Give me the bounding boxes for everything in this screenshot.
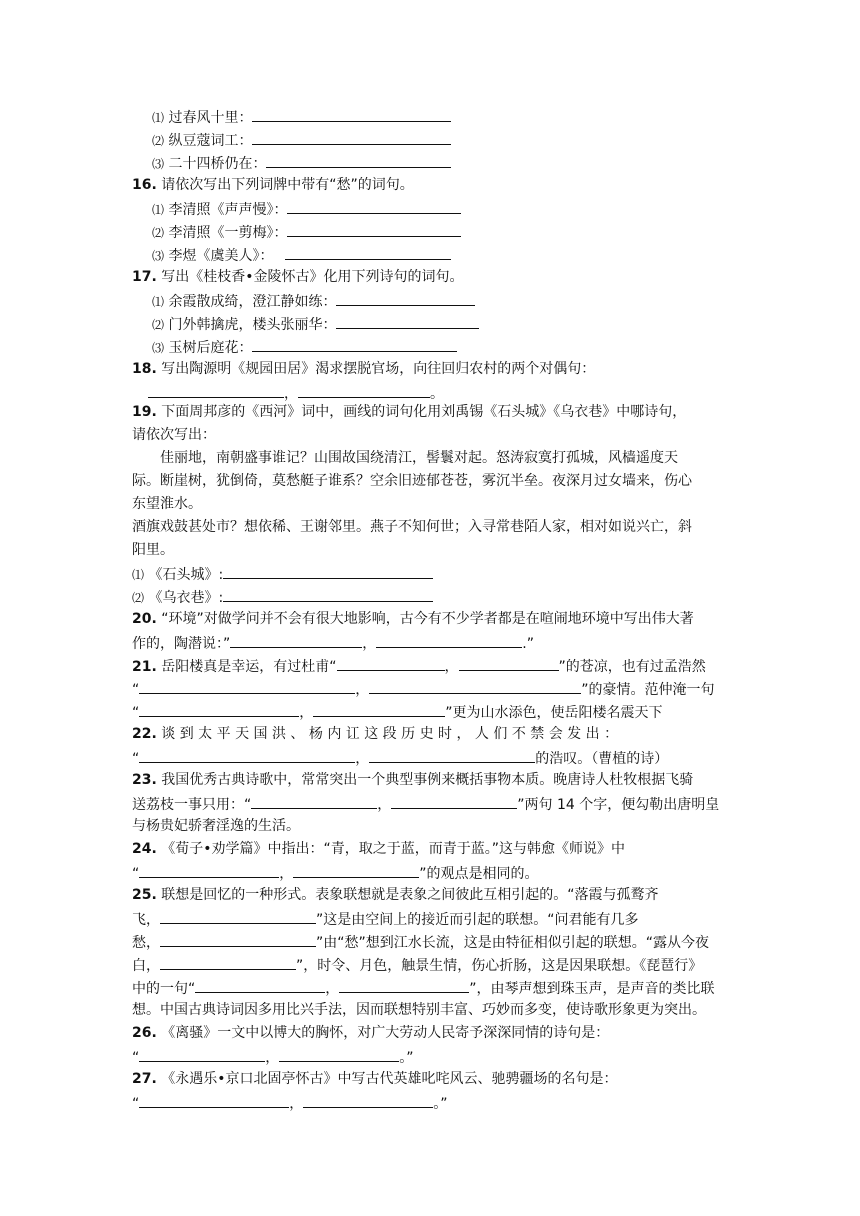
question-text: 《永遇乐•京口北固亭怀古》中写古代英雄叱咤风云、驰骋疆场的名句是： (161, 1071, 618, 1087)
item-text: 余霞散成绮，澄江静如练： (168, 294, 337, 310)
item-number: ⑵ (152, 318, 165, 332)
text: 。” (433, 1096, 448, 1112)
item-number: ⑶ (152, 157, 165, 171)
answer-blank[interactable] (279, 1046, 399, 1062)
q21-line-2 (132, 678, 715, 700)
question-number: 24. (132, 841, 157, 857)
text: 的浩叹。（曹植的诗） (535, 751, 669, 767)
answer-blank[interactable] (160, 931, 316, 947)
text: ”这是由空间上的接近而引起的联想。“问君能有几多 (316, 912, 639, 928)
question-text: 写出《桂枝香•金陵怀古》化用下列诗句的词句。 (161, 269, 464, 285)
question-text: 请依次写出下列词牌中带有“愁”的词句。 (161, 177, 414, 193)
question-number: 26. (132, 1025, 157, 1041)
answer-blank[interactable] (252, 336, 457, 352)
text: 中的一句“ (132, 981, 196, 997)
comma: ， (355, 682, 370, 698)
answer-blank[interactable] (285, 244, 451, 260)
q23-line-2 (132, 793, 719, 815)
q22-line-2 (132, 747, 668, 769)
question-number: 22. (132, 726, 157, 742)
answer-blank[interactable] (252, 106, 451, 122)
answer-blank[interactable] (369, 747, 535, 763)
item-text: 过春风十里： (168, 110, 253, 126)
q19-line-2: 请依次写出： (132, 427, 216, 443)
q17-item-1 (152, 290, 475, 312)
question-27 (132, 1069, 618, 1089)
item-text: 玉树后庭花： (168, 340, 253, 356)
answer-blank[interactable] (336, 290, 475, 306)
question-22 (132, 724, 618, 744)
q25-line-6: 想。中国古典诗词因多用比兴手法，因而联想特别丰富、巧妙而多变，使诗歌形象更为突出。 (132, 1002, 706, 1018)
item-text: 《乌衣巷》: (148, 590, 224, 606)
answer-blank[interactable] (139, 1046, 265, 1062)
text: 愁， (132, 935, 160, 951)
text: ”的苍凉，也有过孟浩然 (558, 659, 706, 675)
comma: ， (279, 866, 294, 882)
q27-line-2 (132, 1092, 448, 1114)
item-number: ⑶ (152, 341, 165, 355)
text: 飞， (132, 912, 160, 928)
question-text: 《离骚》一文中以博大的胸怀，对广大劳动人民寄予深深同情的诗句是： (161, 1025, 610, 1041)
item-text: 门外韩擒虎，楼头张丽华： (168, 317, 337, 333)
text: “ (132, 1096, 140, 1112)
q19-poem-line-5: 阳里。 (132, 542, 174, 558)
q16-item-1 (152, 198, 461, 220)
item-text: 李清照《声声慢》： (168, 202, 288, 218)
q16-item-3 (152, 244, 451, 266)
q17-item-3 (152, 336, 457, 358)
text: 。” (399, 1050, 414, 1066)
comma: ， (355, 751, 370, 767)
question-17 (132, 267, 464, 287)
item-text: 纵豆蔻词工： (168, 133, 253, 149)
answer-blank[interactable] (376, 632, 522, 648)
q15-item-2 (152, 129, 451, 151)
question-24 (132, 839, 625, 859)
answer-blank[interactable] (303, 1092, 433, 1108)
text: ”两句 14 个字，便勾勒出唐明皇 (517, 797, 720, 813)
answer-blank[interactable] (337, 655, 445, 671)
question-text: 写出陶源明《规园田居》渴求摆脱官场，向往回归农村的两个对偶句： (161, 361, 596, 377)
item-text: 李煜《虞美人》： (168, 248, 274, 264)
q19-poem-line-3: 东望淮水。 (132, 496, 202, 512)
q21-line-3 (132, 701, 663, 723)
answer-blank[interactable] (251, 793, 377, 809)
q25-line-5 (132, 977, 715, 999)
question-20 (132, 609, 694, 629)
question-26 (132, 1023, 609, 1043)
question-25 (132, 885, 659, 905)
text: ”更为山水添色，使岳阳楼名震天下 (445, 705, 663, 721)
period: 。 (430, 386, 444, 402)
text: 作的，陶潜说：” (132, 636, 231, 652)
comma: ， (362, 636, 377, 652)
answer-blank[interactable] (139, 678, 355, 694)
question-text: 《荀子•劝学篇》中指出：“青，取之于蓝，而青于蓝。”这与韩愈《师说》中 (161, 841, 626, 857)
text: “ (132, 866, 140, 882)
q15-item-3 (152, 152, 451, 174)
comma: ， (299, 705, 314, 721)
answer-blank[interactable] (266, 152, 451, 168)
item-text: 二十四桥仍在： (168, 156, 267, 172)
comma: ， (265, 1050, 280, 1066)
question-number: 20. (132, 611, 157, 627)
q19-poem-line-4: 酒旗戏鼓甚处市？想依稀、王谢邻里。燕子不知何世；入寻常巷陌人家，相对如说兴亡，斜 (132, 519, 692, 535)
question-16 (132, 175, 414, 195)
question-number: 25. (132, 887, 157, 903)
q16-item-2 (152, 221, 461, 243)
text: ”的豪情。范仲淹一句 (581, 682, 715, 698)
answer-blank[interactable] (139, 747, 355, 763)
answer-blank[interactable] (287, 198, 461, 214)
answer-blank[interactable] (223, 586, 433, 602)
q19-item-2 (132, 586, 433, 608)
question-number: 21. (132, 659, 157, 675)
item-number: ⑵ (152, 134, 165, 148)
answer-blank[interactable] (148, 382, 284, 398)
answer-blank[interactable] (313, 701, 445, 717)
question-number: 17. (132, 269, 157, 285)
q19-item-1 (132, 563, 433, 585)
q15-item-1 (152, 106, 451, 128)
answer-blank[interactable] (252, 129, 451, 145)
item-number: ⑴ (152, 295, 165, 309)
comma: ， (377, 797, 392, 813)
answer-blank[interactable] (139, 701, 299, 717)
answer-blank[interactable] (223, 563, 433, 579)
text: ”的观点是相同的。 (419, 866, 539, 882)
answer-blank[interactable] (293, 862, 419, 878)
text: “ (132, 682, 140, 698)
item-number: ⑵ (132, 591, 145, 605)
question-number: 27. (132, 1071, 157, 1087)
text: 白， (132, 958, 160, 974)
question-18 (132, 359, 595, 379)
comma: ， (444, 659, 459, 675)
answer-blank[interactable] (139, 1092, 289, 1108)
item-number: ⑴ (152, 203, 165, 217)
answer-blank[interactable] (391, 793, 517, 809)
comma: ， (325, 981, 340, 997)
q25-line-2 (132, 908, 639, 930)
answer-blank[interactable] (195, 977, 325, 993)
q17-item-2 (152, 313, 479, 335)
question-text: 谈 到 太 平 天 国 洪 、 杨 内 讧 这 段 历 史 时 ， 人 们 不 禁 会 发 出 ： (161, 726, 619, 742)
q19-poem-line-2: 际。断崖树，犹倒倚，莫愁艇子谁系？空余旧迹郁苍苍，雾沉半垒。夜深月过女墙来，伤心 (132, 473, 692, 489)
question-text: 我国优秀古典诗歌中，常常突出一个典型事例来概括事物本质。晚唐诗人杜牧根据飞骑 (161, 772, 694, 788)
answer-blank[interactable] (459, 655, 559, 671)
item-number: ⑶ (152, 249, 165, 263)
question-text: “环境”对做学问并不会有很大地影响，古今有不少学者都是在喧闹地环境中写出伟大著 (161, 611, 694, 627)
answer-blank[interactable] (336, 313, 479, 329)
answer-blank[interactable] (230, 632, 362, 648)
question-number: 16. (132, 177, 157, 193)
answer-blank[interactable] (160, 908, 316, 924)
text: ”，时令、月色，触景生情，伤心折肠，这是因果联想。《琵琶行》 (296, 958, 703, 974)
answer-blank[interactable] (339, 977, 469, 993)
text: 岳阳楼真是幸运，有过杜甫“ (161, 659, 337, 675)
text: ”，由琴声想到珠玉声，是声音的类比联 (469, 981, 715, 997)
q18-answer-line (148, 382, 444, 404)
question-21 (132, 655, 706, 677)
q24-line-2 (132, 862, 539, 884)
answer-blank[interactable] (287, 221, 461, 237)
comma: ， (284, 386, 298, 402)
question-23 (132, 770, 693, 790)
text: “ (132, 751, 140, 767)
question-text: 联想是回忆的一种形式。表象联想就是表象之间彼此互相引起的。“落霞与孤鹜齐 (161, 887, 659, 903)
answer-blank[interactable] (139, 862, 279, 878)
q25-line-4 (132, 954, 702, 976)
question-text: 下面周邦彦的《西河》词中，画线的词句化用刘禹锡《石头城》《乌衣巷》中哪诗句， (161, 404, 687, 420)
answer-blank[interactable] (160, 954, 296, 970)
answer-blank[interactable] (298, 382, 430, 398)
q25-line-3 (132, 931, 709, 953)
text: .” (522, 636, 534, 652)
item-text: 李清照《一剪梅》： (168, 225, 288, 241)
q23-line-3: 与杨贵妃骄奢淫逸的生活。 (132, 818, 300, 834)
question-number: 23. (132, 772, 157, 788)
comma: ， (289, 1096, 304, 1112)
text: “ (132, 705, 140, 721)
item-text: 《石头城》: (148, 567, 224, 583)
item-number: ⑴ (152, 111, 165, 125)
question-number: 18. (132, 361, 157, 377)
q19-poem-line-1: 佳丽地，南朝盛事谁记？山围故国绕清江，髻鬟对起。怒涛寂寞打孤城，风樯遥度天 (160, 450, 678, 466)
text: ”由“愁”想到江水长流，这是由特征相似引起的联想。“露从今夜 (316, 935, 710, 951)
text: “ (132, 1050, 140, 1066)
question-number: 19. (132, 404, 157, 420)
item-number: ⑵ (152, 226, 165, 240)
item-number: ⑴ (132, 568, 145, 582)
question-19 (132, 402, 686, 422)
q26-line-2 (132, 1046, 414, 1068)
answer-blank[interactable] (369, 678, 581, 694)
text: 送荔枝一事只用：“ (132, 797, 252, 813)
q20-line-2 (132, 632, 534, 654)
